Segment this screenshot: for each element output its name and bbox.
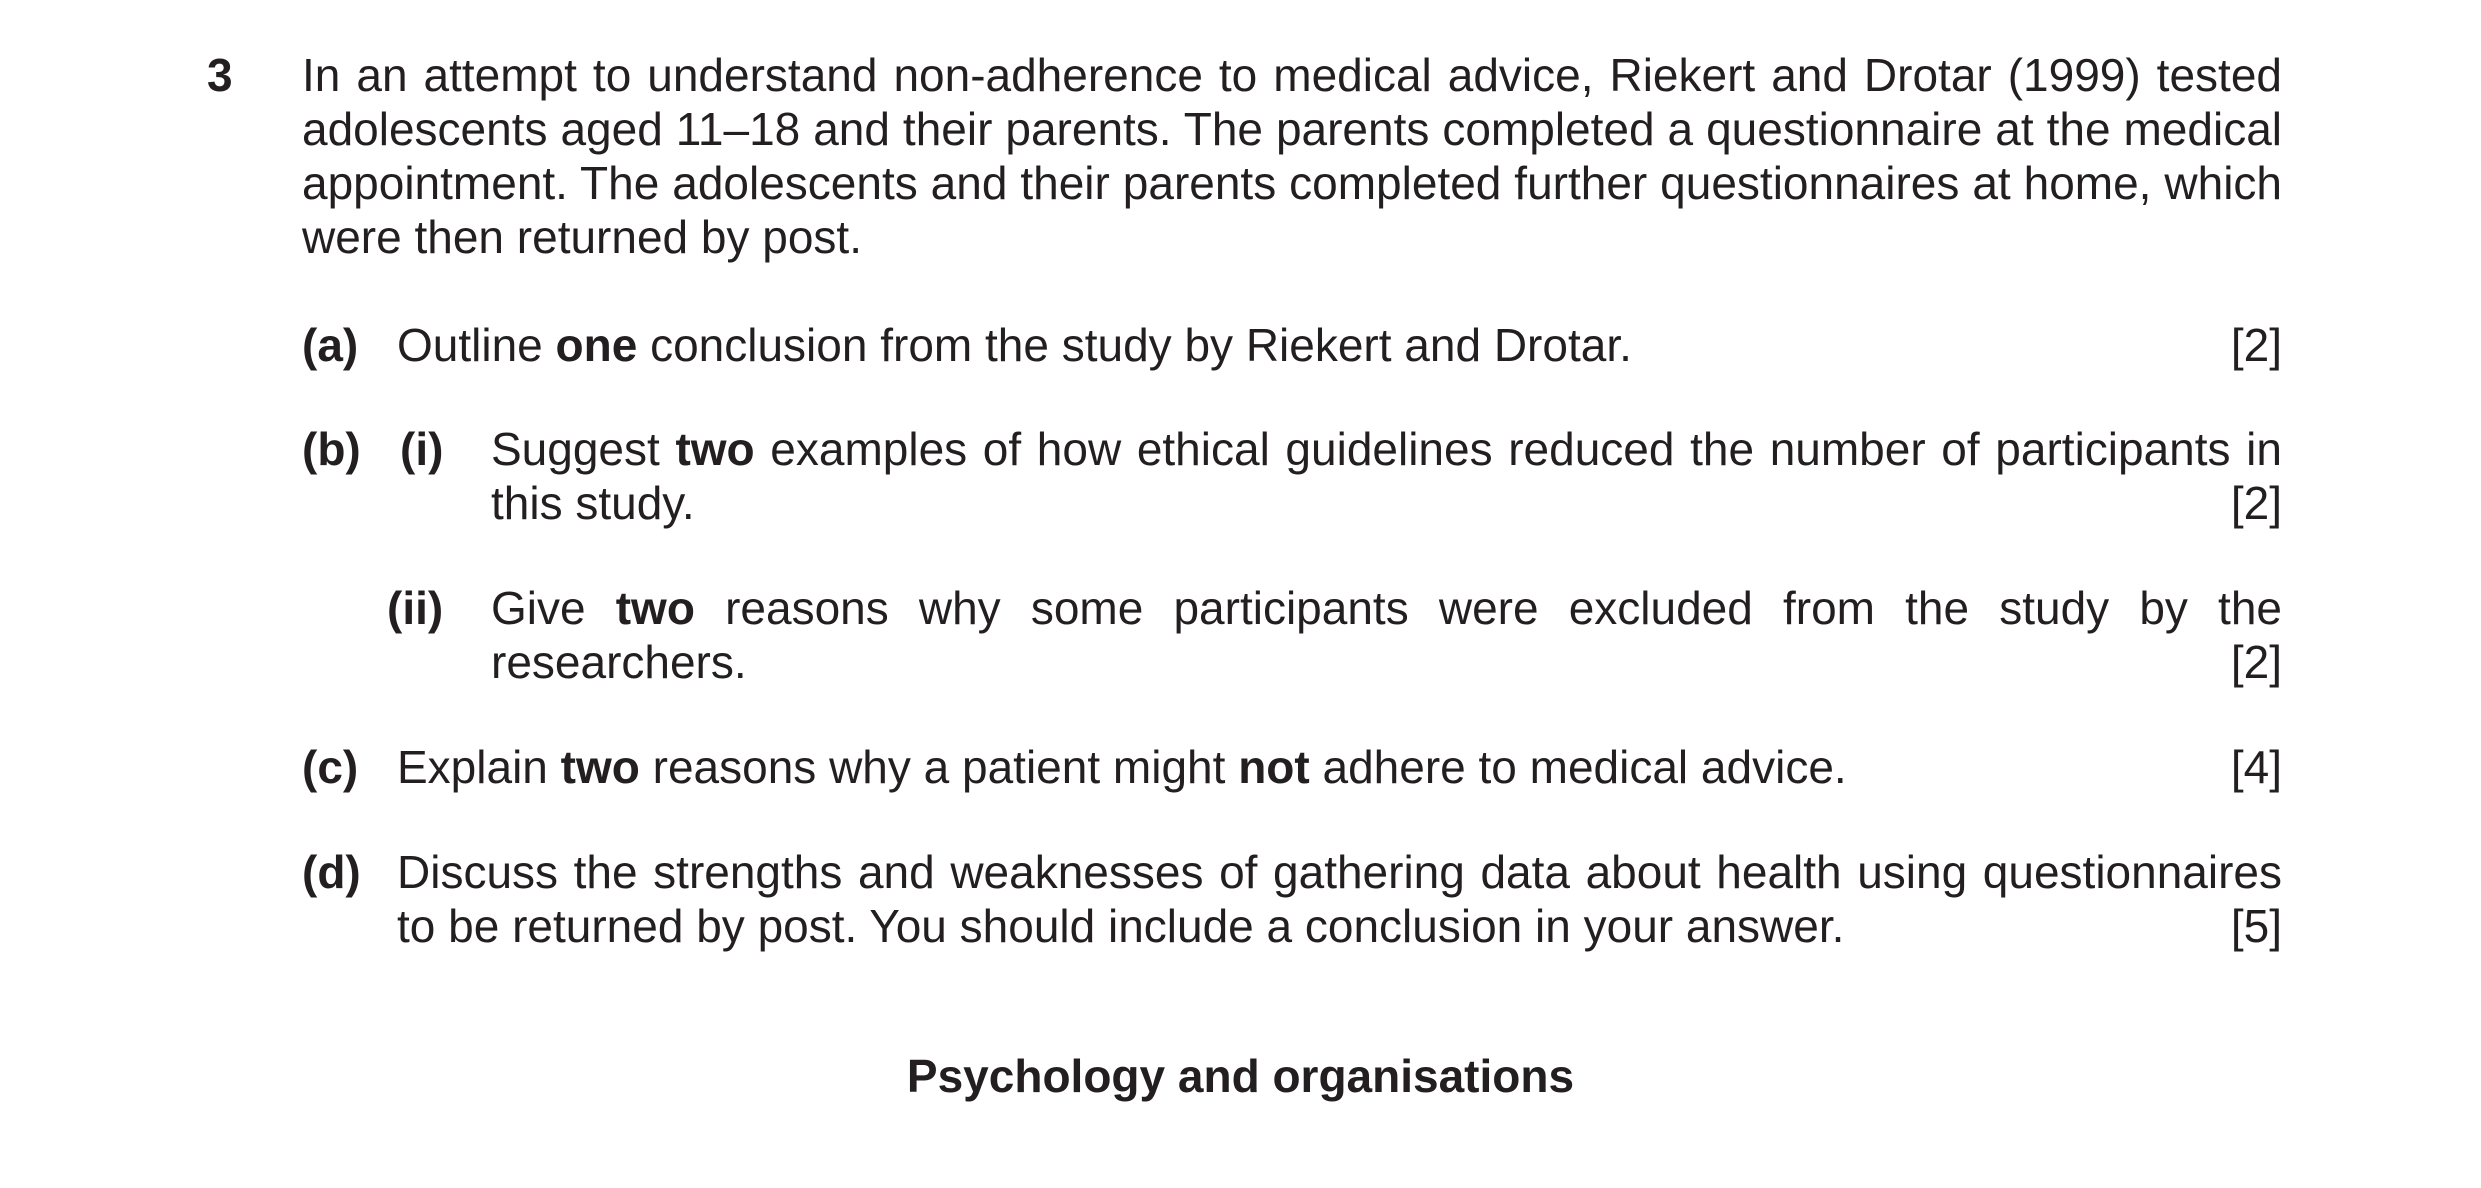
- part-b-i-label: (i): [400, 423, 444, 475]
- part-d-label: (d): [302, 846, 361, 898]
- question-intro: In an attempt to understand non-adherence to medical advice, Riekert and Drotar (1999) tested adolescents aged 11–18 and their parents. The parents completed a questionnaire at the medical appointment. The adolescents and their parents completed further questionnaires at home, which were then returned by post.: [302, 49, 2282, 263]
- section-heading: Psychology and organisations: [906, 1050, 1575, 1102]
- part-b-ii-marks: [2]: [2230, 636, 2282, 688]
- part-b-i-emphasis: two: [675, 423, 755, 475]
- part-c-text-end: adhere to medical advice.: [1309, 741, 1847, 793]
- part-a-text: [397, 318, 2282, 372]
- part-b-ii-text: [491, 581, 2282, 689]
- part-b-ii-text-end: reasons why some participants were excluded from the study by the: [694, 582, 2282, 634]
- part-d-text-line1: Discuss the strengths and weaknesses of gathering data about health using questionnaires: [397, 846, 2282, 898]
- part-a-marks: [2]: [2230, 319, 2282, 371]
- part-b-ii: [302, 581, 2282, 689]
- part-c-marks: [4]: [2230, 741, 2282, 793]
- question-number: 3: [207, 49, 233, 101]
- part-b-i-text-end: examples of how ethical guidelines reduced the number of participants in: [754, 423, 2282, 475]
- part-c-text: [397, 740, 2282, 794]
- part-c: [302, 740, 2282, 794]
- part-d-text: [397, 845, 2282, 953]
- part-c-text-start: Explain: [397, 741, 561, 793]
- part-b-i-text-start: Suggest: [491, 423, 676, 475]
- part-a-label: (a): [302, 319, 359, 371]
- part-a: [302, 318, 2282, 372]
- part-d: [302, 845, 2282, 953]
- part-c-emphasis-two: two: [560, 741, 640, 793]
- part-b-ii-text-line2: researchers.: [491, 636, 747, 688]
- part-b-i: [302, 422, 2282, 530]
- part-a-text-start: Outline: [397, 319, 556, 371]
- part-b-i-marks: [2]: [2230, 477, 2282, 529]
- part-b-i-text-line2: this study.: [491, 477, 695, 529]
- part-b-ii-emphasis: two: [615, 582, 695, 634]
- part-c-text-middle: reasons why a patient might: [639, 741, 1239, 793]
- part-a-text-end: conclusion from the study by Riekert and Drotar.: [637, 319, 1632, 371]
- part-b-ii-text-start: Give: [491, 582, 616, 634]
- part-c-label: (c): [302, 741, 359, 793]
- part-b-i-text: [491, 422, 2282, 530]
- part-d-marks: [5]: [2230, 900, 2282, 952]
- part-b-label: (b): [302, 423, 361, 475]
- part-b-ii-label: (ii): [387, 582, 444, 634]
- part-c-emphasis-not: not: [1238, 741, 1310, 793]
- part-d-text-line2: to be returned by post. You should include a conclusion in your answer.: [397, 900, 1845, 952]
- part-a-emphasis: one: [555, 319, 638, 371]
